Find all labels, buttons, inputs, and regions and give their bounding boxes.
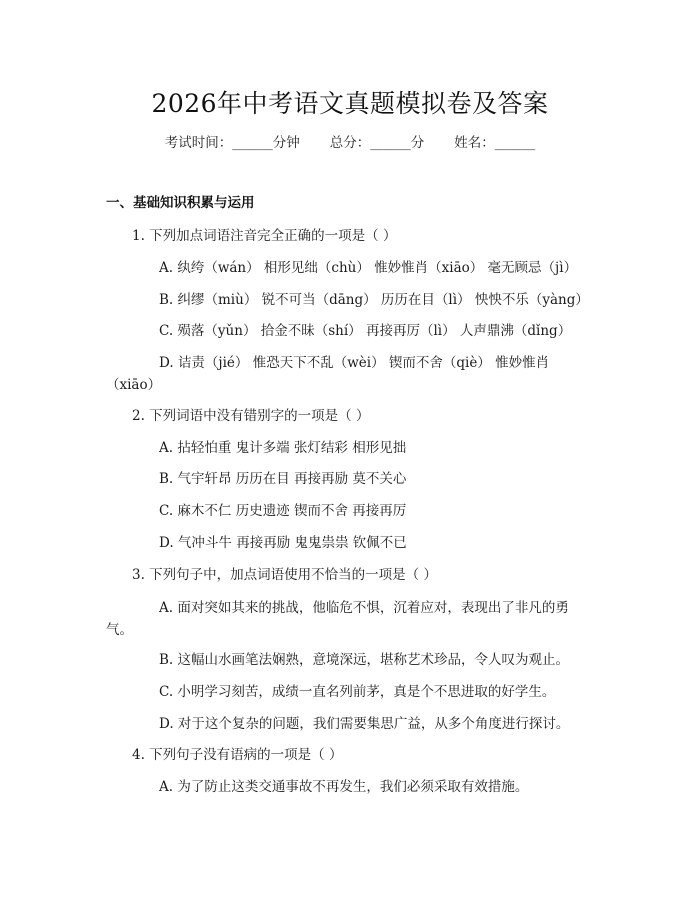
- student-name-label: 姓名：______: [454, 135, 536, 151]
- page-title: 2026年中考语文真题模拟卷及答案: [151, 89, 549, 118]
- question-3-stem: 3. 下列句子中，加点词语使用不恰当的一项是（ ）: [132, 567, 437, 583]
- question-3-option-b: B. 这幅山水画笔法娴熟，意境深远，堪称艺术珍品，令人叹为观止。: [159, 652, 570, 668]
- question-2-option-a: A. 拈轻怕重 鬼计多端 张灯结彩 相形见拙: [159, 440, 407, 456]
- question-3-option-a: A. 面对突如其来的挑战，他临危不惧，沉着应对，表现出了非凡的勇: [159, 600, 569, 616]
- question-1-option-c: C. 殒落（yǔn） 拾金不昧（shí） 再接再厉（lì） 人声鼎沸（dǐng）: [159, 323, 572, 339]
- question-3-option-a-continued: 气。: [106, 622, 133, 638]
- question-1-stem: 1. 下列加点词语注音完全正确的一项是（ ）: [132, 228, 397, 244]
- question-4-stem: 4. 下列句子没有语病的一项是（ ）: [132, 747, 343, 763]
- question-2-option-b: B. 气宇轩昂 历历在目 再接再励 莫不关心: [159, 471, 407, 487]
- question-1-option-d: D. 诘责（jié） 惟恐天下不乱（wèi） 锲而不舍（qiè） 惟妙惟肖: [159, 355, 550, 371]
- exam-meta: [0, 131, 700, 151]
- question-4-option-a: A. 为了防止这类交通事故不再发生，我们必须采取有效措施。: [159, 779, 529, 795]
- question-1-option-b: B. 纠缪（miù） 锐不可当（dāng） 历历在目（lì） 怏怏不乐（yàng）: [159, 292, 589, 308]
- question-2-option-d: D. 气冲斗牛 再接再励 鬼鬼祟祟 钦佩不已: [159, 535, 407, 551]
- question-2-stem: 2. 下列词语中没有错别字的一项是（ ）: [132, 408, 370, 424]
- question-2-option-c: C. 麻木不仁 历史遗迹 锲而不舍 再接再厉: [159, 503, 407, 519]
- question-3-option-d: D. 对于这个复杂的问题，我们需要集思广益，从多个角度进行探讨。: [159, 716, 570, 732]
- question-1-option-a: A. 纨绔（wán） 相形见绌（chù） 惟妙惟肖（xiāo） 毫无顾忌（jì）: [159, 260, 578, 276]
- question-1-option-d-continued: （xiāo）: [106, 377, 162, 393]
- exam-time-label: 考试时间：______分钟: [164, 135, 300, 151]
- total-score-label: 总分：______分: [329, 135, 425, 151]
- question-3-option-c: C. 小明学习刻苦，成绩一直名列前茅，真是个不思进取的好学生。: [159, 684, 556, 700]
- section-title: 一、基础知识积累与运用: [106, 195, 255, 211]
